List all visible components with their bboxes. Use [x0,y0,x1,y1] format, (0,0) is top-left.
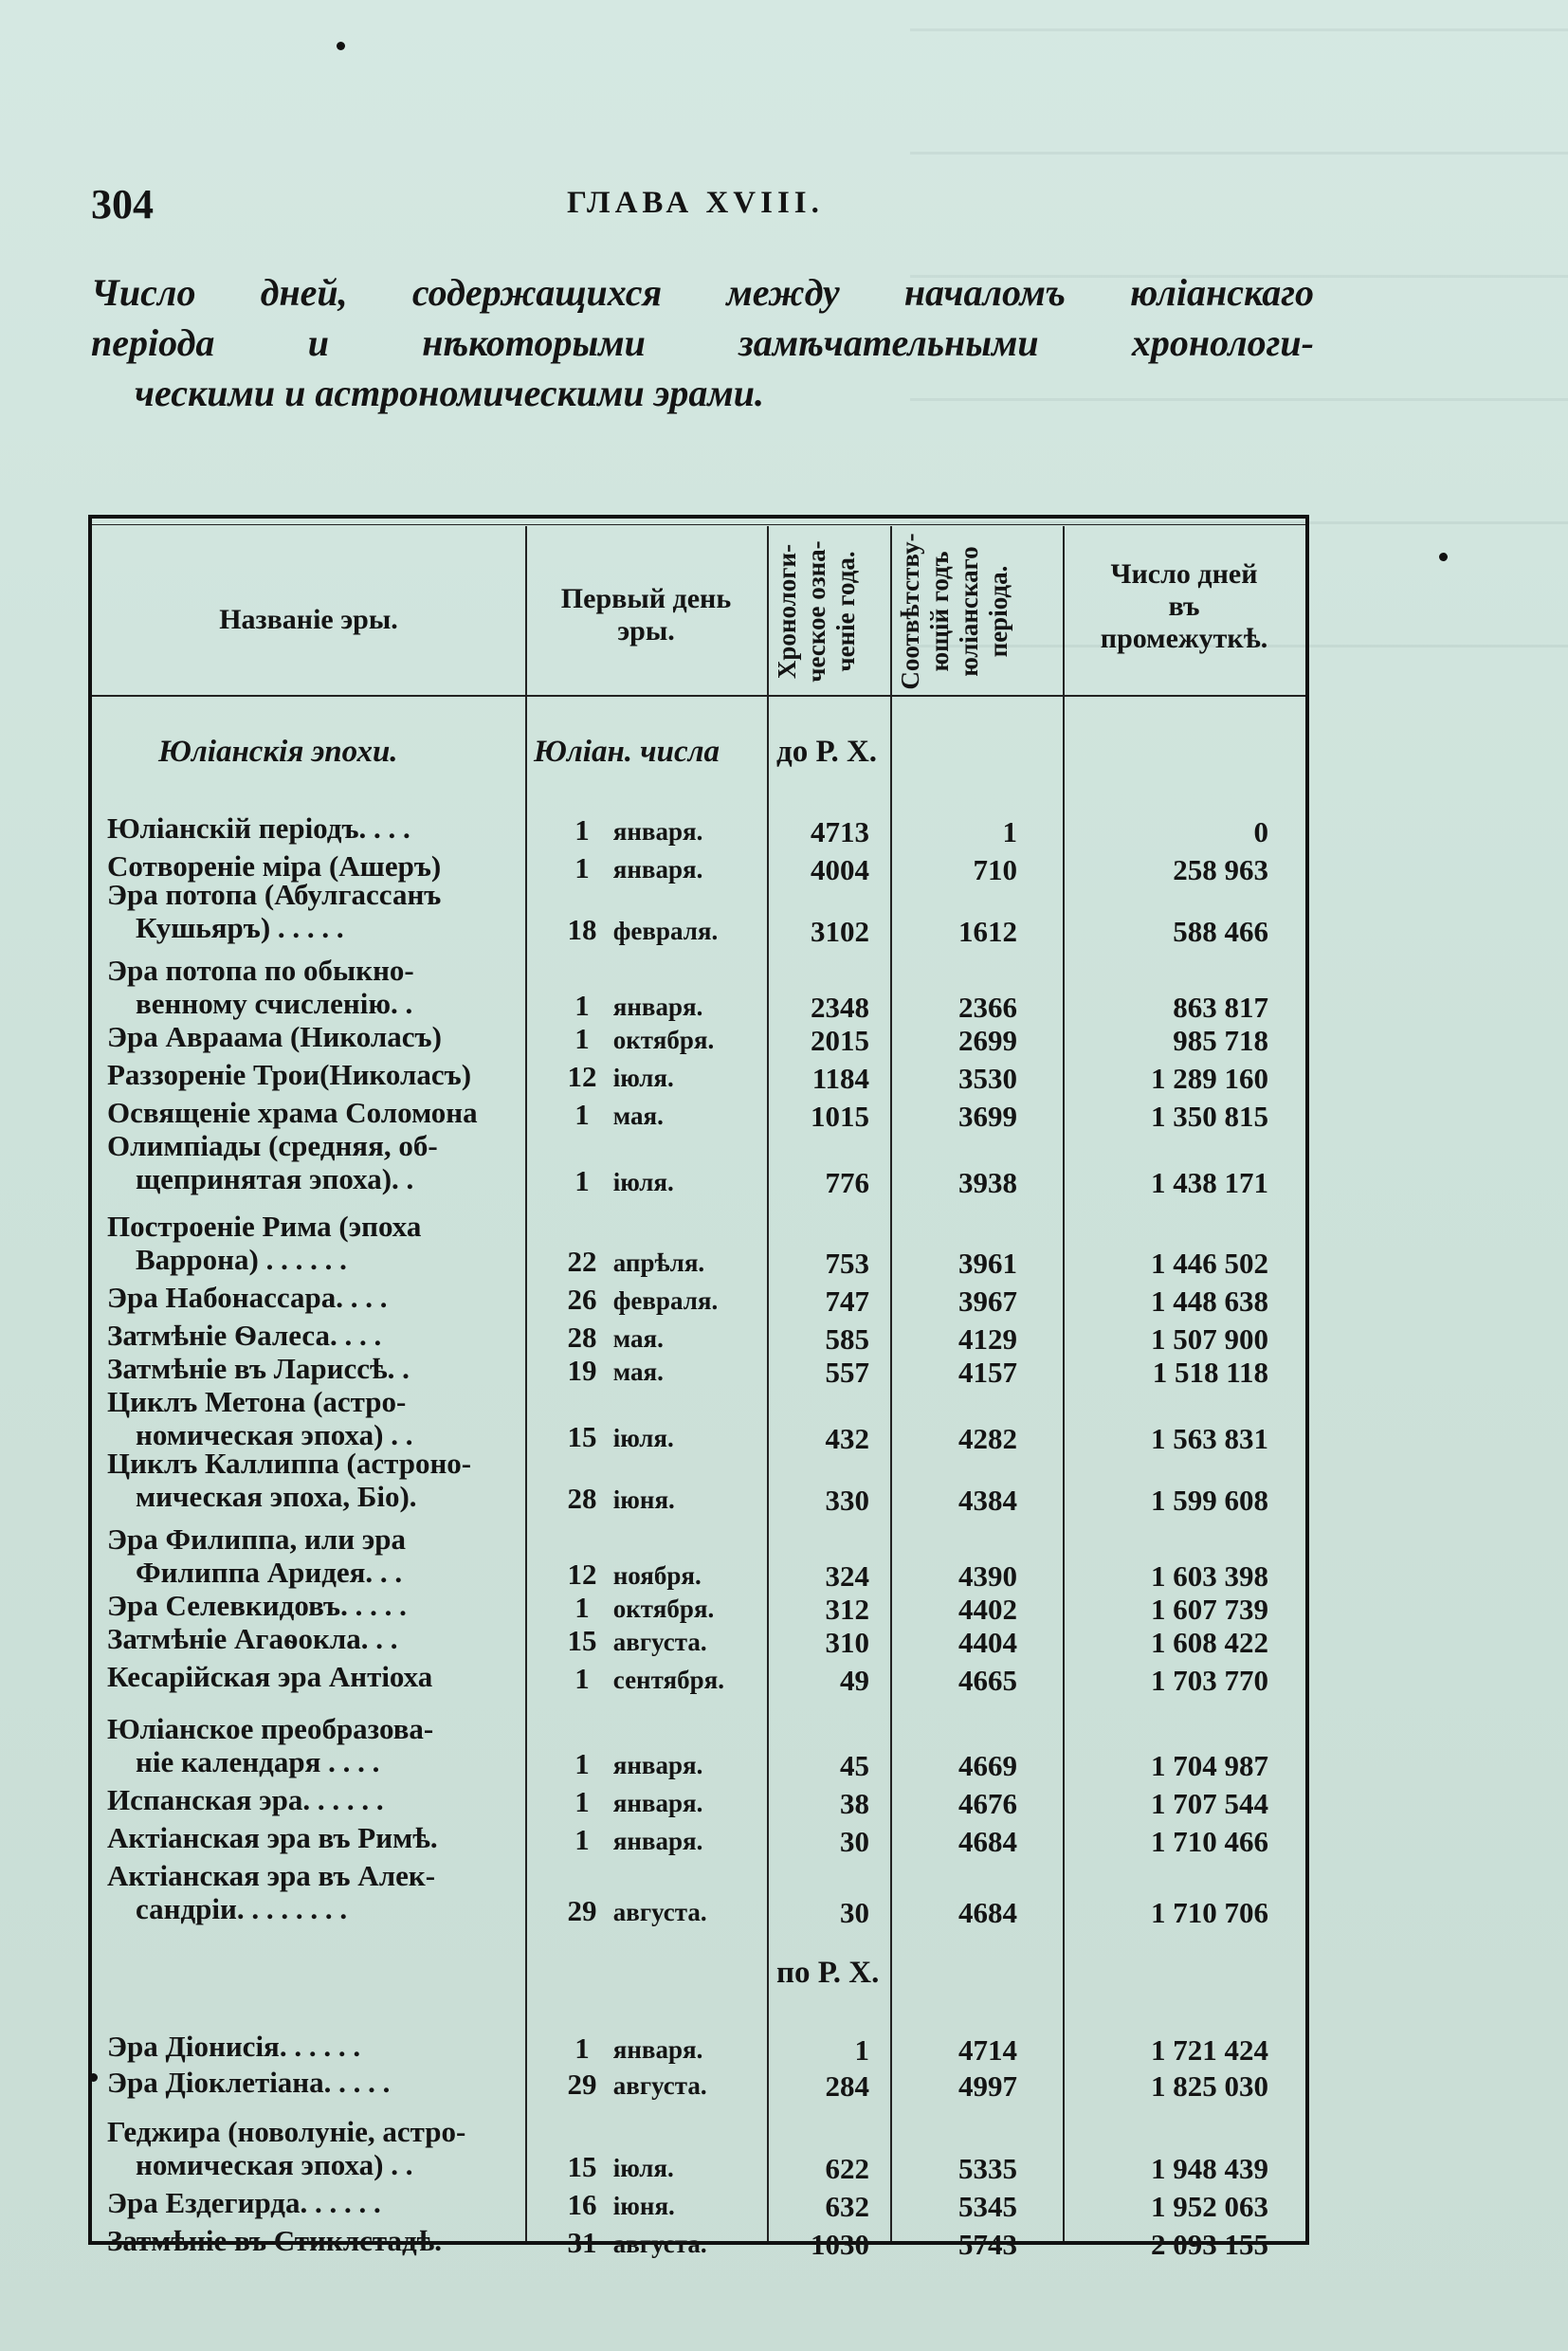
table-row [88,811,1309,848]
era-name-line: Сотвореніе міра (Ашеръ) [107,849,442,883]
era-name [107,2224,517,2257]
julian-period-year-cell: 3938 [958,1166,1017,1199]
era-name-line: Затмѣніе Агаѳокла. . . [107,1622,398,1655]
era-name-line: сандріи. . . . . . . . [136,1892,348,1925]
julian-period-year-cell: 5345 [958,2190,1017,2223]
page-speck [1439,553,1448,561]
chronological-year-cell: 310 [825,1626,869,1659]
number-of-days-cell: 1 703 770 [1151,1664,1268,1697]
chronological-year-cell: 557 [825,1356,869,1389]
header-first-day [525,583,767,647]
era-name-line: Филиппа Аридея. . . [136,1556,403,1589]
julian-period-year-cell: 4669 [958,1749,1017,1782]
julian-period-year-cell: 3699 [958,1100,1017,1133]
era-name [107,1859,517,1925]
number-of-days-cell: 1 599 608 [1151,1484,1268,1517]
section-after-christ: по Р. Х. [776,1956,880,1990]
first-day-number: 1 [574,851,590,884]
era-name-line: ніе календаря . . . . [136,1745,380,1778]
header-text: Число дней [1110,558,1258,590]
table-row [88,1352,1309,1389]
first-day-month: іюня. [612,2192,675,2220]
first-day-number: 1 [574,1747,590,1780]
first-day-number: 15 [567,2150,597,2183]
era-name [107,1447,517,1513]
chronological-year-cell: 330 [825,1484,869,1517]
number-of-days-cell: 1 710 466 [1151,1825,1268,1858]
first-day-number: 18 [567,913,597,946]
header-text: Названіе эры. [219,604,398,635]
julian-period-year-cell: 710 [973,853,1017,886]
header-text: Хронологи- [773,543,801,680]
chronological-year-cell: 632 [825,2190,869,2223]
era-name [107,1129,517,1195]
first-day-number: 1 [574,989,590,1022]
number-of-days-cell: 1 507 900 [1151,1322,1268,1356]
julian-period-year-cell: 1612 [958,915,1017,948]
section-before-christ: до Р. Х. [776,735,878,769]
first-day-month: января. [612,1751,703,1779]
header-text: промежуткѣ. [1100,623,1268,654]
chronological-year-cell: 38 [840,1787,869,1820]
era-name-line: щепринятая эпоха). . [136,1162,414,1195]
table-row [88,2066,1309,2103]
number-of-days-cell: 1 448 638 [1151,1285,1268,1318]
first-day-month: января. [612,817,703,846]
first-day-month: августа. [612,1898,707,1926]
era-name-line: Олимпіады (средняя, об- [107,1129,438,1162]
chronological-year-cell: 3102 [811,915,869,948]
number-of-days-cell: 1 707 544 [1151,1787,1268,1820]
table-row [88,1281,1309,1318]
number-of-days-cell: 1 952 063 [1151,2190,1268,2223]
first-day-month: іюня. [612,1485,675,1514]
era-name-line: венному счисленію. . [136,987,413,1020]
first-day-month: января. [612,855,703,884]
era-name-line: Затмѣніе въ Стиклстадѣ. [107,2224,443,2257]
era-name-line: номическая эпоха) . . [136,1418,413,1451]
era-name [107,2030,517,2063]
number-of-days-cell: 863 817 [1173,991,1268,1024]
first-day-number: 29 [567,1894,597,1927]
first-day-number: 1 [574,1662,590,1695]
era-name-line: Юліанское преобразова- [107,1712,434,1745]
table-row [88,1096,1309,1133]
julian-period-year-cell: 3967 [958,1285,1017,1318]
first-day-month: сентября. [612,1666,724,1694]
chronological-year-cell: 45 [840,1749,869,1782]
era-name-line: Затмѣніе Ѳалеса. . . . [107,1319,382,1352]
era-name [107,1660,517,1693]
number-of-days-cell: 1 563 831 [1151,1422,1268,1455]
era-name [107,1821,517,1854]
first-day-month: апрѣля. [612,1248,705,1277]
number-of-days-cell: 1 518 118 [1152,1356,1268,1389]
first-day-month: октября. [612,1595,715,1623]
chronological-year-cell: 2015 [811,1024,869,1057]
julian-period-year-cell: 4402 [958,1593,1017,1626]
chronological-year-cell: 30 [840,1896,869,1929]
first-day-month: мая. [612,1102,664,1130]
first-day-number: 15 [567,1624,597,1657]
number-of-days-cell: 1 350 815 [1151,1100,1268,1133]
julian-period-year-cell: 4997 [958,2069,1017,2103]
era-name-line: Раззореніе Трои(Николасъ) [107,1058,472,1091]
era-name-line: Эра Ездегирда. . . . . . [107,2186,381,2219]
first-day-month: января. [612,1789,703,1817]
table-row [88,1622,1309,1659]
first-day-month: января. [612,993,703,1021]
number-of-days-cell: 0 [1253,815,1268,848]
era-name [107,1589,517,1622]
first-day-number: 1 [574,2032,590,2065]
first-day-number: 28 [567,1482,597,1515]
table-row [88,1319,1309,1356]
era-name-line: Эра Діоклетіана. . . . . [107,2066,391,2099]
era-name [107,1058,517,1091]
era-name-line: Эра Филиппа, или эра [107,1522,406,1556]
julian-period-year-cell: 2366 [958,991,1017,1024]
chronological-year-cell: 312 [825,1593,869,1626]
table-row [88,1712,1309,1782]
first-day-month: іюля. [612,1424,674,1452]
chronological-year-cell: 585 [825,1322,869,1356]
era-name [107,2066,517,2099]
julian-period-year-cell: 4684 [958,1896,1017,1929]
era-name [107,1020,517,1053]
era-name-line: Эра Діонисія. . . . . . [107,2030,361,2063]
table-row [88,1589,1309,1626]
first-day-number: 16 [567,2188,597,2221]
era-name [107,811,517,845]
era-name [107,1096,517,1129]
header-text: эры. [617,615,675,647]
era-name-line: номическая эпоха) . . [136,2148,413,2181]
table-row [88,1522,1309,1593]
era-name [107,954,517,1020]
header-number-of-days [1063,558,1305,655]
section-julian-epochs: Юліанскія эпохи. [158,735,398,769]
header-text: въ [1168,591,1200,622]
header-text: ческое озна- [802,540,830,683]
first-day-month: іюля. [612,1168,674,1196]
first-day-month: іюля. [612,2154,674,2182]
julian-period-year-cell: 3530 [958,1062,1017,1095]
first-day-month: октября. [612,1026,715,1054]
era-name-line: Эра потопа (Абулгассанъ [107,878,442,911]
era-name-line: Кесарійская эра Антіоха [107,1660,433,1693]
era-name [107,1319,517,1352]
first-day-month: іюля. [612,1064,674,1092]
table-row [88,1385,1309,1455]
table-row [88,2186,1309,2223]
chronological-year-cell: 2348 [811,991,869,1024]
julian-period-year-cell: 4157 [958,1356,1017,1389]
era-name-line: Затмѣніе въ Лариссѣ. . [107,1352,410,1385]
chapter-heading: ГЛАВА XVIII. [567,186,824,220]
chronological-year-cell: 4004 [811,853,869,886]
julian-period-year-cell: 5335 [958,2152,1017,2185]
era-name [107,2186,517,2219]
chronological-year-cell: 49 [840,1664,869,1697]
first-day-number: 12 [567,1558,597,1591]
number-of-days-cell: 1 603 398 [1151,1559,1268,1593]
era-name-line: Испанская эра. . . . . . [107,1783,384,1816]
first-day-number: 19 [567,1354,597,1387]
era-name-line: Кушьяръ) . . . . . [136,911,344,944]
julian-period-year-cell: 4404 [958,1626,1017,1659]
era-name-line: Эра Авраама (Николасъ) [107,1020,442,1053]
number-of-days-cell: 1 948 439 [1151,2152,1268,2185]
era-name [107,1210,517,1276]
number-of-days-cell: 2 093 155 [1151,2228,1268,2261]
era-name-line: Геджира (новолуніе, астро- [107,2115,466,2148]
number-of-days-cell: 1 704 987 [1151,1749,1268,1782]
first-day-month: мая. [612,1324,664,1353]
table-row [88,1210,1309,1280]
era-name [107,1712,517,1778]
first-day-month: августа. [612,1628,707,1656]
chronological-year-cell: 432 [825,1422,869,1455]
number-of-days-cell: 1 446 502 [1151,1247,1268,1280]
chronological-year-cell: 1030 [811,2228,869,2261]
chronological-year-cell: 284 [825,2069,869,2103]
table-caption [91,267,1314,418]
era-name-line: Эра Селевкидовъ. . . . . [107,1589,407,1622]
era-name-line: Эра потопа по обыкно- [107,954,414,987]
first-day-number: 1 [574,1785,590,1818]
chronological-year-cell: 776 [825,1166,869,1199]
first-day-month: августа. [612,2230,707,2258]
header-text: ющій годъ [925,551,954,672]
number-of-days-cell: 258 963 [1173,853,1268,886]
julian-period-year-cell: 4676 [958,1787,1017,1820]
first-day-number: 12 [567,1060,597,1093]
julian-period-year-cell: 3961 [958,1247,1017,1280]
table-row [88,1660,1309,1697]
era-name-line: Актіанская эра въ Римѣ. [107,1821,438,1854]
table-row [88,878,1309,948]
era-name [107,1522,517,1589]
first-day-month: мая. [612,1358,664,1386]
era-name [107,1385,517,1451]
first-day-number: 26 [567,1283,597,1316]
first-day-number: 28 [567,1321,597,1354]
era-name-line: Освященіе храма Соломона [107,1096,478,1129]
header-text: Первый день [560,583,732,614]
header-era-name [92,604,525,636]
chronological-year-cell: 1 [854,2033,869,2067]
era-name-line: Циклъ Метона (астро- [107,1385,407,1418]
first-day-month: января. [612,1827,703,1855]
chronological-year-cell: 1015 [811,1100,869,1133]
chronological-year-cell: 4713 [811,815,869,848]
header-text: ченіе года. [831,551,860,672]
era-name [107,2115,517,2181]
era-name-line: мическая эпоха, Біо). [136,1480,417,1513]
first-day-number: 1 [574,1823,590,1856]
julian-period-year-cell: 1 [1002,815,1017,848]
chronological-year-cell: 1184 [811,1062,869,1095]
table-row [88,1447,1309,1517]
first-day-number: 1 [574,1591,590,1624]
number-of-days-cell: 1 289 160 [1151,1062,1268,1095]
header-rule [92,695,1305,697]
first-day-month: августа. [612,2071,707,2100]
table-row [88,1859,1309,1929]
page-speck [337,42,345,50]
era-name [107,878,517,944]
first-day-number: 1 [574,1022,590,1055]
table-row [88,1783,1309,1820]
era-name [107,1281,517,1314]
era-name-line: Юліанскій періодъ. . . . [107,811,410,845]
julian-period-year-cell: 2699 [958,1024,1017,1057]
first-day-number: 29 [567,2068,597,2101]
chronological-year-cell: 747 [825,1285,869,1318]
number-of-days-cell: 1 438 171 [1151,1166,1268,1199]
first-day-number: 1 [574,1164,590,1197]
caption-line: Число дней, содержащихся между началомъ юліанскаго [91,271,1314,314]
number-of-days-cell: 1 607 739 [1151,1593,1268,1626]
header-text: юліанскаго [955,546,983,677]
julian-period-year-cell: 5743 [958,2228,1017,2261]
header-text: періода. [984,565,1012,658]
era-name-line: Построеніе Рима (эпоха [107,1210,422,1243]
first-day-number: 15 [567,1420,597,1453]
page-number: 304 [91,181,154,228]
era-name [107,1622,517,1655]
first-day-month: февраля. [612,1286,719,1315]
table-row [88,1058,1309,1095]
caption-line: ческими и астрономическими эрами. [135,372,764,414]
julian-period-year-cell: 4714 [958,2033,1017,2067]
page-speck [89,2073,98,2082]
number-of-days-cell: 1 825 030 [1151,2069,1268,2103]
table-row [88,2115,1309,2185]
caption-line: періода и нѣкоторыми замѣчательными хронологи- [91,321,1314,364]
era-name-line: Циклъ Каллиппа (астроно- [107,1447,472,1480]
julian-period-year-cell: 4390 [958,1559,1017,1593]
first-day-number: 1 [574,1098,590,1131]
header-chronological-year [773,532,861,691]
first-day-number: 31 [567,2226,597,2259]
table-row [88,1821,1309,1858]
chronological-year-cell: 30 [840,1825,869,1858]
era-name-line: Варрона) . . . . . . [136,1243,347,1276]
era-name-line: Эра Набонассара. . . . [107,1281,388,1314]
era-name-line: Актіанская эра въ Алек- [107,1859,436,1892]
table-row [88,2224,1309,2261]
number-of-days-cell: 1 710 706 [1151,1896,1268,1929]
table-row [88,2030,1309,2067]
chronological-year-cell: 324 [825,1559,869,1593]
section-julian-dates: Юліан. числа [534,735,720,769]
chronological-year-cell: 753 [825,1247,869,1280]
julian-period-year-cell: 4665 [958,1664,1017,1697]
first-day-number: 1 [574,813,590,847]
table-row [88,1020,1309,1057]
first-day-number: 22 [567,1245,597,1278]
julian-period-year-cell: 4129 [958,1322,1017,1356]
chronological-year-cell: 622 [825,2152,869,2185]
table-row [88,1129,1309,1199]
era-name [107,1352,517,1385]
first-day-month: января. [612,2035,703,2064]
julian-period-year-cell: 4282 [958,1422,1017,1455]
number-of-days-cell: 1 608 422 [1151,1626,1268,1659]
number-of-days-cell: 588 466 [1173,915,1268,948]
era-name [107,1783,517,1816]
header-text: Соотвѣтству- [896,533,924,690]
header-julian-period-year [896,532,1013,691]
number-of-days-cell: 1 721 424 [1151,2033,1268,2067]
julian-period-year-cell: 4684 [958,1825,1017,1858]
number-of-days-cell: 985 718 [1173,1024,1268,1057]
table-top-rule [92,524,1305,525]
julian-period-year-cell: 4384 [958,1484,1017,1517]
first-day-month: февраля. [612,917,719,945]
first-day-month: ноября. [612,1561,702,1590]
table-row [88,954,1309,1024]
